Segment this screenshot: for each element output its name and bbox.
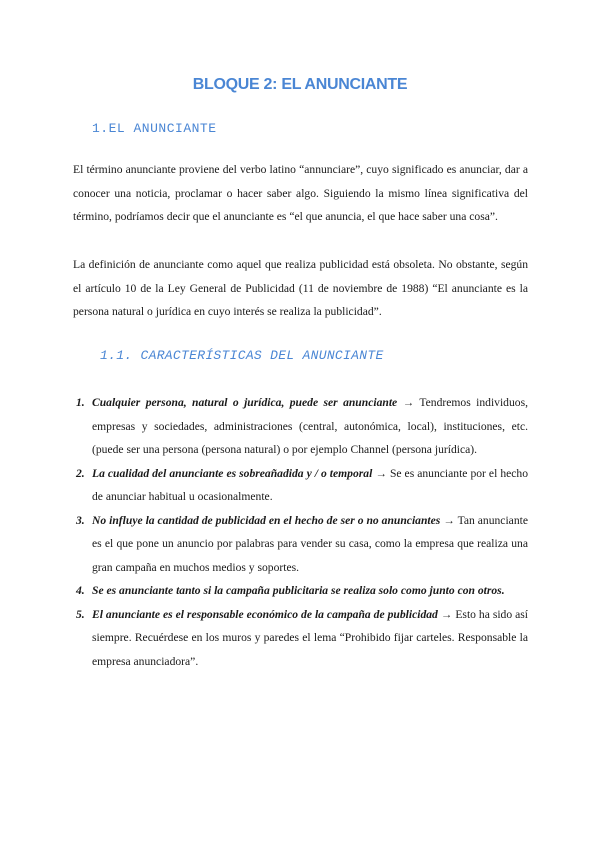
list-item-number: 1. [76, 396, 85, 409]
list-item-text: → Esto ha sido así siempre. Recuérdese en los muros y paredes el lema “Prohibido fijar carteles. Responsable la empresa anunciadora”. [92, 607, 528, 668]
paragraph-definition-origin: El término anunciante proviene del verbo latino “annunciare”, cuyo significado es anunciar, dar a conocer una noticia, proclamar o hacer saber algo. Siguiendo la mismo línea significativa del término, podríamos decir que el anunciante es “el que anuncia, el que hace saber una cosa”. [73, 163, 528, 223]
paragraph-legal-definition: La definición de anunciante como aquel que realiza publicidad está obsoleta. No obstante, según el artículo 10 de la Ley General de Publicidad (11 de noviembre de 1988) “El anunciante es la persona natural o jurídica en cuyo interés se realiza la publicidad”. [73, 258, 528, 318]
list-item-lead: Cualquier persona, natural o jurídica, puede ser anunciante [92, 396, 398, 409]
list-item-text: → Tendremos individuos, empresas y sociedades, administraciones (central, autonómica, local), instituciones, etc. (puede ser una persona (persona natural) o por ejemplo Channel (persona jurídica). [92, 396, 528, 456]
list-item [76, 603, 528, 674]
list-item-text: → Tan anunciante es el que pone un anuncio por palabras para vender su casa, como la empresa que realiza una gran campaña en muchos medios y soportes. [92, 513, 528, 574]
list-item-number: 3. [76, 513, 85, 527]
list-item-lead: No influye la cantidad de publicidad en el hecho de ser o no anunciantes [92, 513, 441, 527]
list-item [76, 462, 529, 509]
list-item-text: → Se es anunciante por el hecho de anunciar habitual u ocasionalmente. [92, 466, 529, 503]
list-item-lead: Se es anunciante tanto si la campaña publicitaria se realiza solo como junto con otros. [92, 584, 505, 597]
list-item-number: 5. [76, 607, 85, 621]
subsection-heading: 1.1. CARACTERÍSTICAS DEL ANUNCIANTE [100, 348, 384, 363]
page-title: BLOQUE 2: EL ANUNCIANTE [192, 76, 408, 93]
list-item [76, 509, 528, 580]
list-item-lead: La cualidad del anunciante es sobreañadida y / o temporal [92, 466, 373, 480]
section-heading: 1.EL ANUNCIANTE [92, 121, 217, 136]
list-item [76, 579, 528, 603]
list-item-number: 4. [76, 584, 85, 597]
list-item [76, 391, 528, 462]
list-item-lead: El anunciante es el responsable económico de la campaña de publicidad [92, 607, 438, 621]
characteristics-list [76, 391, 529, 673]
list-item-number: 2. [76, 466, 85, 480]
